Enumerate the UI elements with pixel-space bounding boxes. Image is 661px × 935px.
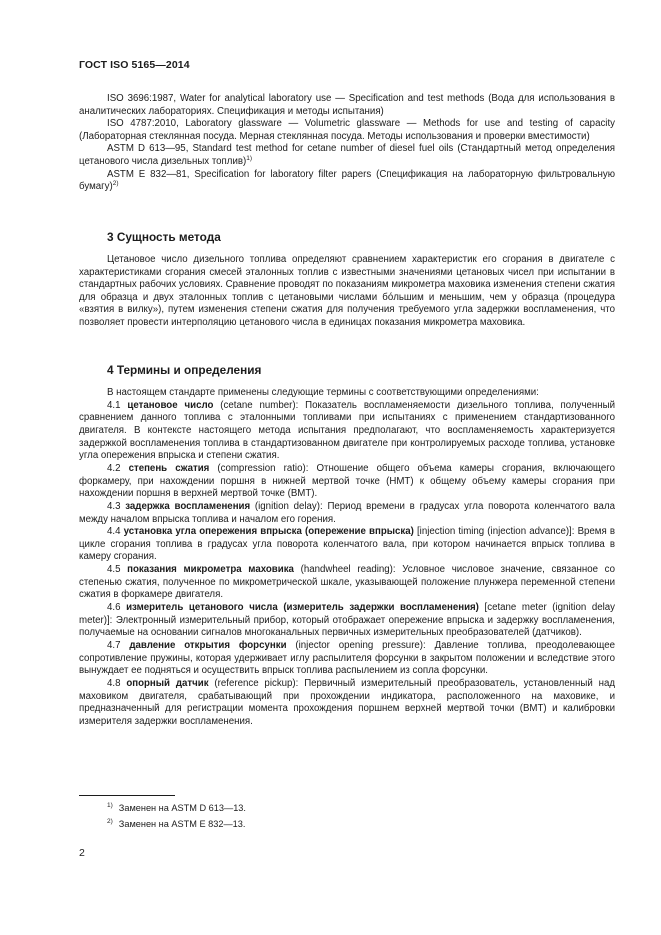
page-number: 2 xyxy=(79,847,85,859)
reference-item: ISO 4787:2010, Laboratory glassware — Volumetric glassware — Methods for use and testing of capacity (Лабораторная стеклянная посуда. Мерная стеклянная посуда. Методы использования и проверки вместимости) xyxy=(79,118,615,142)
normative-references xyxy=(79,93,615,194)
term-definition: 4.5 показания микрометра маховика (handwheel reading): Условное числовое значение, связанное со степенью сжатия, полученное по микрометрической шкале, указывающей положение плунжера переменной степени сжатия в форкамере двигателя. xyxy=(79,564,615,601)
section-4-intro: В настоящем стандарте применены следующие термины с соответствующими определениями: xyxy=(107,387,539,398)
term-definition: 4.8 опорный датчик (reference pickup): Первичный измерительный преобразователь, установленный над маховиком двигателя, срабатывающий при прохождении индикатора, расположенного на маховике, и предназначенный для регистрации момента прохождения поршнем верхней мертвой точки (ВМТ) и калибровки измерителя задержки воспламенения. xyxy=(79,678,615,727)
section-4-body xyxy=(79,387,615,729)
footnote-ref: 2) xyxy=(112,179,119,187)
footnote: $^{2)}$ Заменен на ASTM E 832—13. xyxy=(107,817,246,829)
reference-item: ASTM D 613—95, Standard test method for cetane number of diesel fuel oils (Стандартный метод определения цетанового числа дизельных топлив)$^{1)}$ xyxy=(79,143,615,167)
term-definition: 4.2 степень сжатия (compression ratio): Отношение общего объема камеры сгорания, включающего форкамеру, при нахождении поршня в нижней мертвой точке (НМТ) к общему объему камеры сгорания при нахождении поршня в верхней мертвой точке (ВМТ). xyxy=(79,462,616,500)
section-4-heading: 4 Термины и определения xyxy=(107,363,262,377)
term-definition: 4.1 цетановое число (cetane number): Показатель воспламеняемости дизельного топлива, полученный сравнением данного топлива с эталонными топливами при испытаниях с применением стандартизованного двигателя. В контексте настоящего метода испытания предполагают, что воспламеняемость характеризуется задержкой воспламенения топлива в стандартизованном двигателе при контролируемых расходе топлива, установке угла опережения впрыска и степени сжатия. xyxy=(79,399,615,462)
term-definition: 4.3 задержка воспламенения (ignition delay): Период времени в градусах угла поворота коленчатого вала между началом впрыска топлива и началом его горения. xyxy=(79,500,615,525)
term-definition: 4.6 измеритель цетанового числа (измеритель задержки воспламенения) [cetane meter (ignition delay meter)]: Электронный измерительный прибор, который отображает опережение впрыска и задержку воспламенения, получаемые на основании сигналов многоканальных первичных измерительных преобразователей (датчиков). xyxy=(79,602,615,639)
footnote-ref: 1) xyxy=(246,154,253,162)
term-definition: 4.4 установка угла опережения впрыска (опережение впрыска) [injection timing (injection advance)]: Время в цикле сгорания топлива в градусах угла поворота коленчатого вала, при котором начинается впрыск топлива в камеру сгорания. xyxy=(79,526,615,563)
section-3-body: Цетановое число дизельного топлива определяют сравнением характеристик его сгорания в двигателе с характеристиками сгорания смесей эталонных топлив с известными значениями цетановых чисел при испытании в стандартных рабочих условиях. Сравнение проводят по показаниям микрометра маховика изменения степени сжатия для образца и двух эталонных топлив с цетановыми числами бо́льшим и меньшим, чем у образца (процедура «взятия в вилку»), путем изменения степени сжатия для получения требуемого угла задержки воспламенения, что позволяет провести интерполяцию цетанового числа в единицах показания микрометра маховика. xyxy=(79,254,615,328)
document-header: ГОСТ ISO 5165—2014 xyxy=(79,59,190,71)
term-definition: 4.7 давление открытия форсунки (injector opening pressure): Давление топлива, преодолевающее сопротивление пружины, которая удерживает иглу распылителя форсунки в закрытом положении и вследствие этого вынуждает ее подняться и осуществить впрыск топлива распылением из сопла форсунки. xyxy=(79,640,615,677)
section-3-heading: 3 Сущность метода xyxy=(107,230,221,244)
reference-item: ASTM E 832—81, Specification for laboratory filter papers (Спецификация на лабораторную фильтровальную бумагу)$^{2)}$ xyxy=(79,168,615,193)
footnote-separator xyxy=(79,795,175,796)
footnotes xyxy=(107,800,246,832)
footnote: $^{1)}$ Заменен на ASTM D 613—13. xyxy=(107,801,246,813)
reference-item: ISO 3696:1987, Water for analytical laboratory use — Specification and test methods (Вода для использования в аналитических лабораториях. Спецификация и методы испытания) xyxy=(79,93,615,117)
